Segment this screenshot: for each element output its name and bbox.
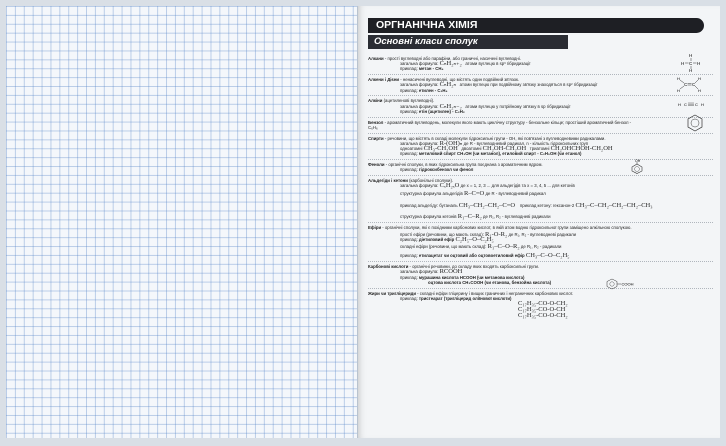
esters-complex-label: складні ефіри (речовини, що мають склад):: [400, 244, 487, 250]
fats-name: Жири чи тригліцериди: [368, 290, 416, 296]
alcohols-formula-note: де R - вуглеводневий радикал, n - кількість гідроксильних груп: [463, 140, 589, 146]
alcohols-three-label: триатомні: [529, 146, 550, 152]
svg-text:C: C: [689, 61, 693, 66]
esters-simple-label: прості ефіри (речовини, що мають склад):: [400, 231, 484, 237]
arenes-name: Бензол: [368, 119, 384, 125]
alkenes-example-label: приклад:: [400, 87, 418, 93]
acids-formula-label: загальна формула:: [400, 269, 439, 275]
arenes-desc: - ароматичний вуглеводень, молекули якого мають циклічну структуру - бензольне кільце; простіший ароматичний бензол - C₆H₆: [368, 119, 632, 130]
esters-simple-formula: R₁-O-R₂: [485, 230, 508, 238]
section-esters: Ефіри - органічні сполуки, які є похідними карбонових кислот, в якій атом водню гідроксильної групи заміщено алкільною сполукою. прості ефіри (речовини, що мають склад): R₁-O-R₂ де R₁, R₂ - вуглеводневі радикали приклад: діетиловий ефір C₂H₅–O–C₂H₅ складні ефіри (речовини, що мають склад): R₁–C–O–R₂ де R₁, R₂ - радикали приклад: етилацетат чи оцтовий або оцтовоетиловий ефір CH₃–C–O–C₂H₅: [368, 224, 632, 260]
alkanes-name: Алкани: [368, 56, 384, 61]
acids-name: Карбонові кислоти: [368, 264, 409, 270]
esters-example2-label: приклад:: [400, 253, 418, 259]
alcohols-name: Спирти: [368, 135, 384, 141]
svg-text:H: H: [689, 68, 693, 73]
alkanes-hybrid: атоми вуглецю в sp³ гібридизації: [465, 61, 531, 67]
aldehydes-note: де x = 1, 2, 3 ... для альдегідів та x = 3, 4, 5 ... для кетонів: [460, 183, 575, 189]
alcohols-example-label: приклад:: [400, 151, 418, 157]
aldehydes-name: Альдегіди і кетони: [368, 178, 408, 184]
alkenes-name: Алкени і Дієни: [368, 77, 400, 83]
esters-example2: етилацетат чи оцтовий або оцтовоетиловий ефір: [418, 253, 525, 259]
section-alkenes: [368, 77, 713, 93]
alcohols-one-label: одноатомні: [400, 146, 423, 152]
fats-desc: - складні ефіри гліцерину і вищих граничних і неграничних карбонових кислот.: [417, 290, 574, 296]
svg-text:C: C: [695, 102, 698, 108]
alkenes-formula: CₙH₂ₙ: [439, 81, 457, 89]
svg-text:COOH: COOH: [621, 281, 634, 287]
aldehydes-example-label: приклад альдегіду: бутаналь: [400, 202, 458, 208]
alkenes-hybrid: атоми вуглецю при подвійному зв'язку знаходяться в sp² гібридизації: [459, 82, 598, 88]
aldehydes-desc: (карбонільні сполуки).: [409, 178, 454, 184]
content-page: [358, 6, 720, 438]
section-fats: [368, 291, 713, 319]
alcohols-one: CH₃-CH₂OH: [423, 145, 458, 153]
section-subtitle: Основні класи сполук: [368, 35, 568, 49]
alkanes-formula: CₙH₂ₙ₊₂: [439, 60, 462, 68]
phenols-desc: - органічні сполуки, в яких гідроксильна група поєднана з ароматичним ядром.: [385, 162, 543, 168]
esters-desc: - органічні сполуки, які є похідними карбонових кислот, в якій атом водню гідроксильної групи заміщено алкільною сполукою.: [382, 224, 632, 230]
grid-page: [6, 6, 358, 438]
alkanes-desc: - прості вуглеводні або парафіни, або граничні, насичені вуглеводні.: [384, 56, 521, 61]
benzoic-acid-icon: [606, 278, 640, 290]
alcohols-desc: - речовини, що містять в складі молекули гідроксильні групи - OH, які пов'язані з вуглеводневими радикалами.: [384, 135, 606, 141]
aldehydes-struct-label: структурна формула альдегідів: [400, 191, 463, 197]
phenol-ring-icon: [630, 158, 644, 174]
acids-example-label: приклад:: [400, 274, 418, 280]
svg-text:H: H: [698, 76, 701, 82]
alkanes-example-label: приклад:: [400, 66, 418, 72]
alkynes-name: Алкіни: [368, 98, 383, 104]
acids-ex1: мурашина кислота: [418, 274, 459, 280]
section-alkynes: [368, 98, 713, 114]
ethylene-structure-icon: [676, 75, 704, 93]
phenols-example: гідроксибензол чи фенол: [418, 167, 474, 173]
svg-text:OH: OH: [635, 159, 641, 164]
svg-text:H: H: [677, 76, 680, 82]
svg-text:H: H: [681, 61, 685, 66]
alcohols-three: CH₂OHCHOH-CH₂OH: [550, 145, 613, 153]
alcohols-formula: R-(OH)ₙ: [439, 139, 463, 147]
svg-text:H: H: [678, 102, 681, 108]
alkynes-hybrid: атоми вуглецю у потрійному зв'язку в sp гібридизації: [465, 103, 571, 109]
alcohols-example: метиловий спирт CH₃OH (чи метанол), етиловий спирт - C₂H₅OH (чи етанол): [418, 151, 582, 157]
fats-line-2: C₁₇H₃₅-CO-O-CH: [518, 306, 566, 314]
esters-example: діетиловий ефір: [418, 237, 455, 243]
alkynes-formula: CₙH₂ₙ₋₂: [439, 102, 462, 110]
ketones-struct-label: структурна формула кетонів: [400, 213, 457, 219]
fats-example: тристеарат (тригліцерид оліїнової кислоти): [418, 295, 512, 301]
alcohols-two: CH₂OH-CH₂OH: [482, 145, 527, 153]
aldehydes-formula: CₓH₂ₓO: [439, 182, 460, 190]
section-aldehydes: Альдегіди і кетони (карбонільні сполуки). загальна формула: CₓH₂ₓO де x = 1, 2, 3 ... для альдегідів та x = 3, 4, 5 ... для кетонів структурна формула альдегідів R–C=O де R - вуглеводневий радикал приклад альдегіду: бутаналь CH₃–CH₂–CH₂–C=O приклад кетону: гексанон-2 CH₃–C–CH₂–CH₂–CH₂–CH₃ структурна формула кетонів R₁–C–R₂ де R₁, R₂ - вуглеводневі радикали: [368, 178, 653, 220]
section-phenols: [368, 159, 713, 173]
svg-text:C: C: [684, 102, 687, 108]
aldehydes-struct-note: де R - вуглеводневий радикал: [485, 191, 546, 197]
benzene-ring-icon: [686, 114, 704, 132]
esters-name: Ефіри: [368, 224, 382, 230]
section-acids: [368, 264, 713, 285]
alkynes-desc: (ацетиленові вуглеводні).: [383, 98, 435, 104]
ketones-struct-note: де R₁, R₂ - вуглеводневі радикали: [483, 213, 551, 219]
acids-desc: - органічні речовини, до складу яких входять карбоксильні групи.: [409, 264, 540, 270]
fats-example-label: приклад:: [400, 295, 418, 301]
alkynes-example: етін (ацетилен) - C₂H₂: [418, 108, 465, 114]
section-alkanes: [368, 53, 713, 73]
acids-ex2-formula: CH₃COOH (чи етанова, бензойна кислота): [462, 279, 552, 285]
svg-text:H: H: [698, 88, 701, 94]
alkenes-example: етилен - C₂H₄: [418, 87, 448, 93]
svg-text:C: C: [684, 82, 688, 88]
acids-ex2: оцтова кислота: [428, 279, 461, 285]
section-alcohols: [368, 136, 713, 157]
esters-simple-note: де R₁, R₂ - вуглеводневі радикали: [508, 231, 576, 237]
alcohols-formula-label: загальна формула:: [400, 140, 439, 146]
phenols-example-label: приклад:: [400, 167, 418, 173]
svg-text:C: C: [692, 82, 696, 88]
alkenes-desc: - ненасичені вуглеводні, що містять один подвійний зв'язок.: [400, 77, 520, 83]
svg-text:H: H: [701, 102, 704, 108]
svg-text:H: H: [689, 53, 693, 58]
classes-list: [368, 53, 713, 320]
acids-ex1-formula: HCOOH (чи метанова кислота): [459, 274, 525, 280]
acids-formula: RCOOH: [439, 268, 463, 276]
ketones-example-label: приклад кетону: гексанон-2: [519, 202, 575, 208]
alkynes-example-label: приклад:: [400, 108, 418, 114]
section-arenes: [368, 120, 713, 130]
acetylene-structure-icon: [678, 100, 706, 108]
svg-text:H: H: [677, 88, 680, 94]
fats-line-1: C₁₇H₃₅-CO-O-CH₂: [518, 300, 568, 308]
aldehydes-formula-label: загальна формула:: [400, 183, 439, 189]
alkanes-example: метан - CH₄: [418, 66, 444, 72]
esters-example-label: приклад:: [400, 237, 418, 243]
methane-structure-icon: [680, 52, 702, 74]
fats-line-3: C₁₇H₃₅-CO-O-CH₂: [518, 312, 568, 320]
alkanes-formula-label: загальна формула:: [400, 61, 439, 67]
svg-text:H: H: [697, 61, 701, 66]
esters-complex-note: де R₁, R₂ - радикали: [520, 244, 562, 250]
phenols-name: Феноли: [368, 162, 385, 168]
alkenes-formula-label: загальна формула:: [400, 82, 439, 88]
alcohols-two-label: двоатомні: [461, 146, 482, 152]
alkynes-formula-label: загальна формула:: [400, 103, 439, 109]
page-title: ОРГНАНІЧНА ХІМІЯ: [368, 18, 704, 33]
